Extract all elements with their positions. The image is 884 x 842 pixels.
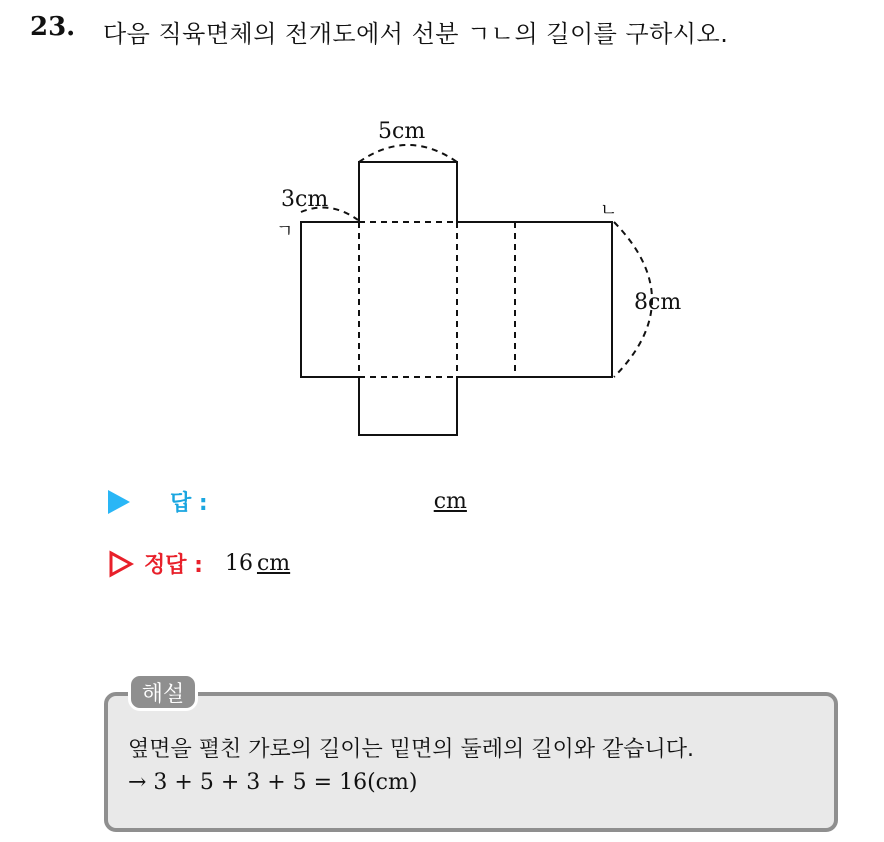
play-triangle-icon [108,490,130,514]
label-right-8cm: 8cm [634,290,682,315]
answer-label: 답 : [170,491,208,516]
label-top-5cm: 5cm [378,119,426,144]
net-outline [301,162,612,435]
answer-row [108,486,467,517]
explanation-line-2: → 3 + 5 + 3 + 5 = 16(cm) [128,770,418,795]
answer-unit: cm [433,489,467,514]
explanation-tab: 해설 [128,673,198,711]
correct-answer-unit: cm [256,551,291,576]
correct-answer-row [108,548,290,579]
measure-arc-top [359,145,457,162]
correct-answer-label: 정답 : [144,553,203,578]
outline-triangle-icon [108,550,134,578]
correct-answer-value: 16 [224,551,253,576]
explanation-line-1: 옆면을 펼친 가로의 길이는 밑면의 둘레의 길이와 같습니다. [128,737,694,762]
label-left-3cm: 3cm [281,187,329,212]
question-text: 다음 직육면체의 전개도에서 선분 ㄱㄴ의 길이를 구하시오. [103,20,729,48]
corner-label-end: ㄴ [600,200,618,221]
question-number: 23. [30,12,76,42]
corner-label-start: ㄱ [276,221,294,242]
